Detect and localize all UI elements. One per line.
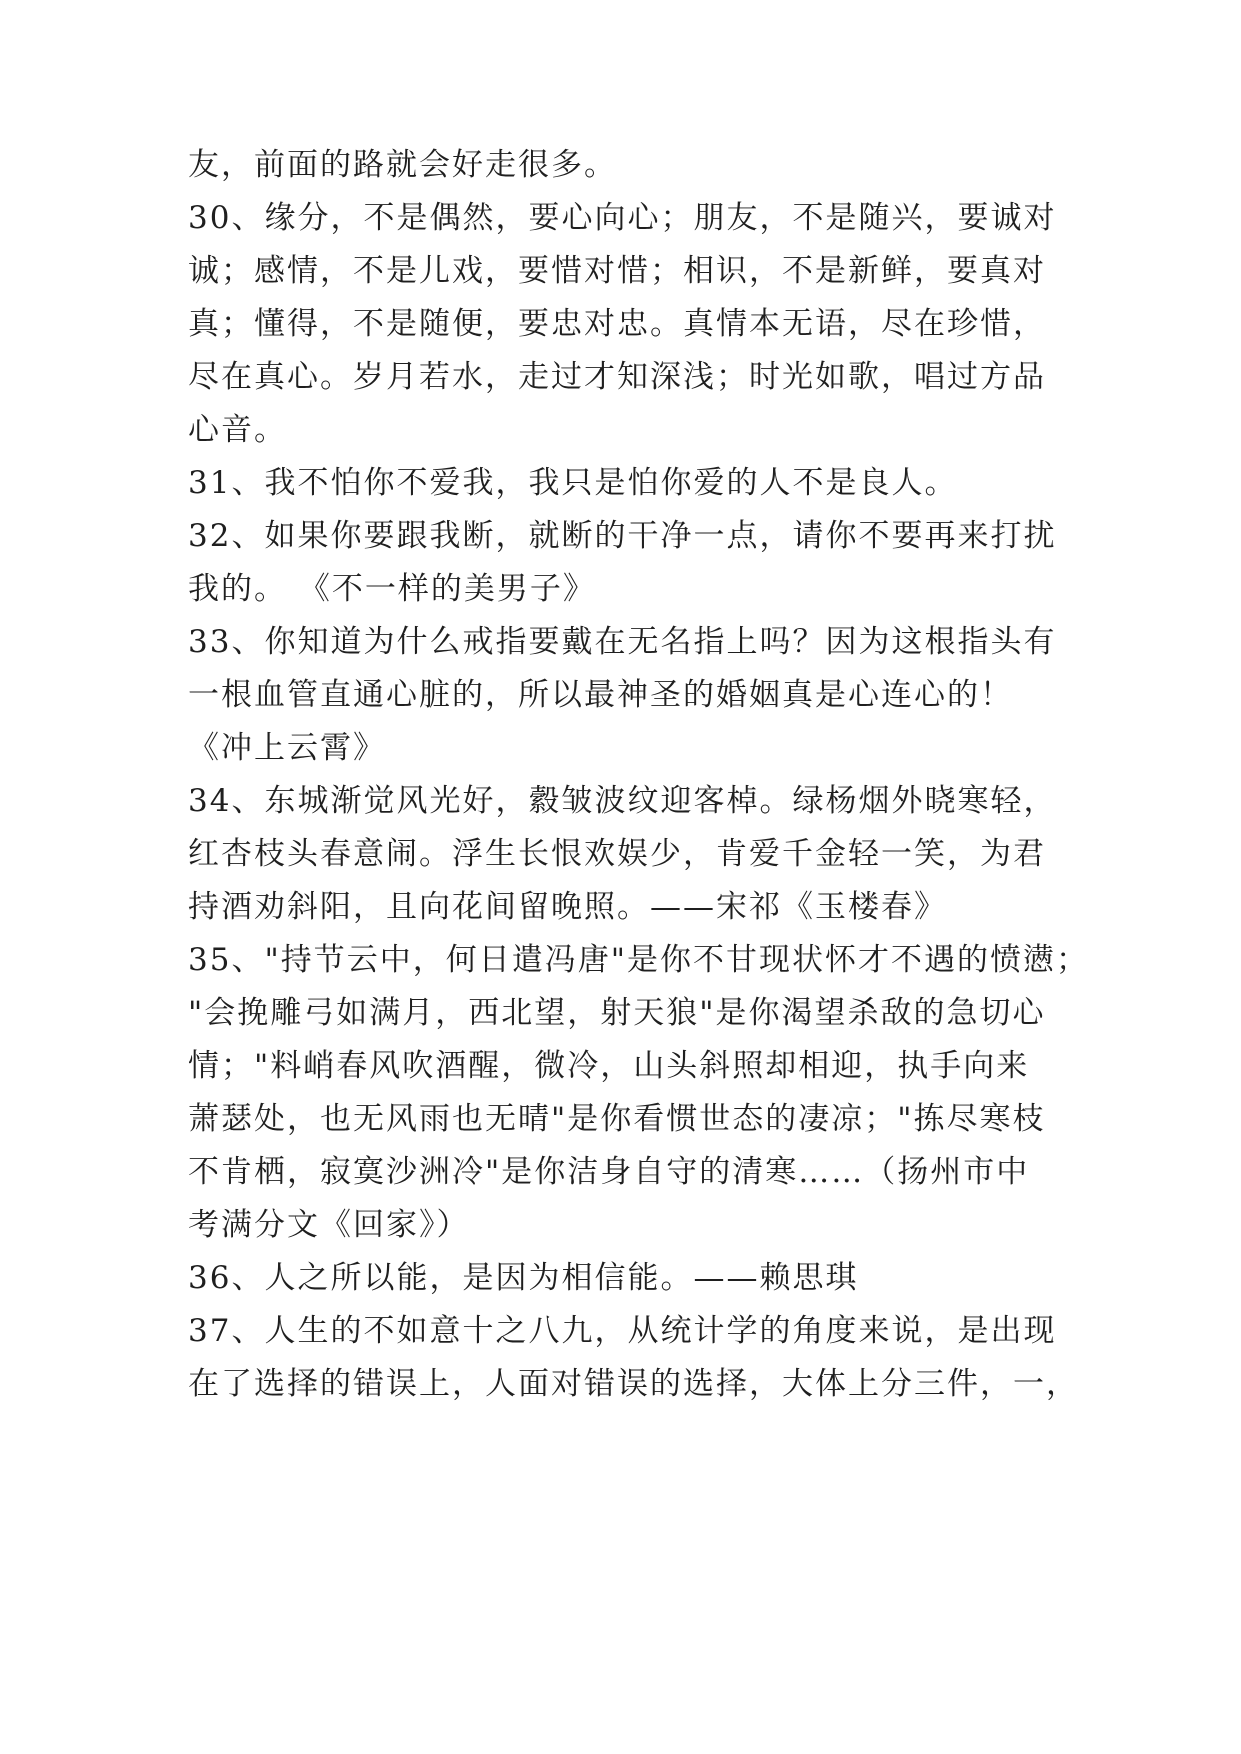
text-line-12: 《冲上云霄》 (188, 730, 386, 766)
text-line-16: 35、"持节云中，何日遣冯唐"是你不甘现状怀才不遇的愤懑； (188, 942, 1089, 978)
text-line-4: 真；懂得，不是随便，要忠对忠。真情本无语，尽在珍惜， (188, 306, 1046, 342)
text-line-2: 30、缘分，不是偶然，要心向心；朋友，不是随兴，要诚对 (188, 200, 1057, 236)
text-line-20: 不肯栖，寂寞沙洲冷"是你洁身自守的清寒……（扬州市中 (188, 1154, 1030, 1190)
text-line-7: 31、我不怕你不爱我，我只是怕你爱的人不是良人。 (188, 465, 958, 501)
text-line-8: 32、如果你要跟我断，就断的干净一点，请你不要再来打扰 (188, 518, 1057, 554)
text-line-10: 33、你知道为什么戒指要戴在无名指上吗？因为这根指头有 (188, 624, 1057, 660)
text-line-9: 我的。 《不一样的美男子》 (188, 571, 596, 607)
text-line-24: 在了选择的错误上，人面对错误的选择，大体上分三件，一， (188, 1366, 1079, 1402)
text-line-6: 心音。 (188, 412, 287, 448)
text-line-17: "会挽雕弓如满月，西北望，射天狼"是你渴望杀敌的急切心 (188, 995, 1046, 1031)
text-line-19: 萧瑟处，也无风雨也无晴"是你看惯世态的凄凉；"拣尽寒枝 (188, 1101, 1046, 1137)
text-line-21: 考满分文《回家》） (188, 1207, 470, 1243)
text-line-22: 36、人之所以能，是因为相信能。——赖思琪 (188, 1260, 859, 1296)
text-line-23: 37、人生的不如意十之八九，从统计学的角度来说，是出现 (188, 1313, 1057, 1349)
text-line-13: 34、东城渐觉风光好，縠皱波纹迎客棹。绿杨烟外晓寒轻， (188, 783, 1057, 819)
text-line-1: 友，前面的路就会好走很多。 (188, 147, 617, 183)
text-line-5: 尽在真心。岁月若水，走过才知深浅；时光如歌，唱过方品 (188, 359, 1046, 395)
text-line-14: 红杏枝头春意闹。浮生长恨欢娱少，肯爱千金轻一笑，为君 (188, 836, 1046, 872)
text-line-18: 情；"料峭春风吹酒醒，微冷，山头斜照却相迎，执手向来 (188, 1048, 1030, 1084)
text-line-11: 一根血管直通心脏的，所以最神圣的婚姻真是心连心的！ (188, 677, 1013, 713)
text-line-3: 诚；感情，不是儿戏，要惜对惜；相识，不是新鲜，要真对 (188, 253, 1046, 289)
text-line-15: 持酒劝斜阳，且向花间留晚照。——宋祁《玉楼春》 (188, 889, 947, 925)
